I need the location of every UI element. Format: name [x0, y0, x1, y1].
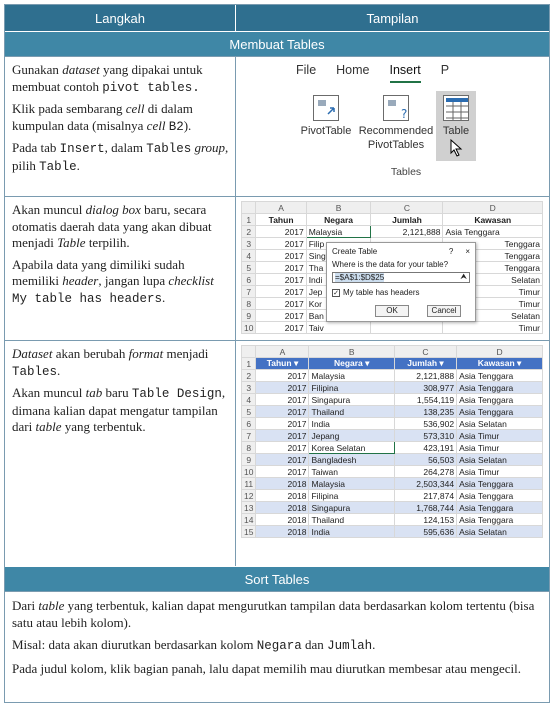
table-row: 7 2017 Jep Timur — [242, 286, 543, 298]
table-cell: Malaysia — [309, 478, 394, 490]
table-row — [242, 382, 543, 394]
table-cell: 1,768,744 — [394, 502, 456, 514]
create-table-screenshot — [236, 197, 549, 340]
tab-insert[interactable]: Insert — [390, 63, 421, 83]
table-cell: Asia Timur — [457, 466, 543, 478]
table-row — [242, 430, 543, 442]
table-cell: 2017 — [256, 466, 309, 478]
step-row-3 — [5, 340, 549, 566]
spreadsheet-1: A B C D 1 Tahun Negara Jumlah Kawasan 2 2017 Malaysia 2,121,888 Asia Tenggara 3 2017 Filip Tenggara 4 2017 Sing Tenggara 5 2017 Tha Tenggara 6 2017 Indi Selatan 7 2017 Jep Timur 8 2017 Kor Timur 9 2017 Ban Selatan 10 2017 Taiv Timur — [241, 201, 543, 334]
table-cell: 423,191 — [394, 442, 456, 454]
table-cell: 2018 — [256, 490, 309, 502]
table-row — [242, 502, 543, 514]
table-cell: Singapura — [309, 502, 394, 514]
step-2-text: Akan muncul dialog box baru, secara otomatis daerah data yang akan dibuat menjadi Table terpilih. Apabila data yang dimiliki sudah memiliki header, jangan lupa checklist My table has headers. — [5, 197, 236, 340]
help-icon[interactable]: ? — [448, 247, 454, 256]
table-cell: Thailand — [309, 514, 394, 526]
row-number: 2 — [242, 370, 256, 382]
table-cell: 2017 — [256, 394, 309, 406]
table-cell: Filipina — [309, 382, 394, 394]
table-cell: 308,977 — [394, 382, 456, 394]
table-cell: 2017 — [256, 418, 309, 430]
table-cell: Asia Tenggara — [457, 490, 543, 502]
header-tampilan: Tampilan — [366, 10, 419, 26]
pivottable-button[interactable]: PivotTable — [296, 95, 356, 138]
dialog-title: Create Table — [332, 247, 378, 256]
table-cell: Filipina — [309, 490, 394, 502]
table-row: 6 2017 Indi Selatan — [242, 274, 543, 286]
table-cell: 2017 — [256, 406, 309, 418]
row-number: 11 — [242, 478, 256, 490]
table-cell: Thailand — [309, 406, 394, 418]
row-number: 9 — [242, 454, 256, 466]
table-row: 4 2017 Sing Tenggara — [242, 250, 543, 262]
table-cell: 595,636 — [394, 526, 456, 538]
table-row — [242, 466, 543, 478]
row-number: 4 — [242, 394, 256, 406]
ribbon-screenshot — [236, 57, 549, 196]
row-number: 15 — [242, 526, 256, 538]
table-cell: Singapura — [309, 394, 394, 406]
checkbox-checked-icon[interactable]: ✓ — [333, 289, 339, 297]
table-cell: 2,121,888 — [394, 370, 456, 382]
table-row — [242, 370, 543, 382]
table-cell: 124,153 — [394, 514, 456, 526]
table-cell: 2017 — [256, 382, 309, 394]
table-cell: 138,235 — [394, 406, 456, 418]
table-cell: 536,902 — [394, 418, 456, 430]
table-cell: Bangladesh — [309, 454, 394, 466]
recommended-pivottables-button[interactable]: ? Recommended PivotTables — [356, 95, 436, 152]
row-number: 12 — [242, 490, 256, 502]
table-cell: Malaysia — [309, 370, 394, 382]
header-langkah: Langkah — [5, 5, 236, 31]
table-row: 5 2017 Tha Tenggara — [242, 262, 543, 274]
row-number: 5 — [242, 406, 256, 418]
row-number: 7 — [242, 430, 256, 442]
column-header-tahun[interactable]: Tahun ▾ — [256, 358, 309, 370]
step-row-1 — [5, 56, 549, 196]
column-header-jumlah[interactable]: Jumlah ▾ — [394, 358, 456, 370]
section-sort-tables: Sort Tables — [5, 566, 549, 591]
table-cell: Asia Tenggara — [457, 370, 543, 382]
tab-page[interactable]: P — [440, 63, 450, 77]
table-cell: 2018 — [256, 478, 309, 490]
table-cell: Asia Tenggara — [457, 382, 543, 394]
create-table-dialog — [326, 242, 476, 322]
ok-button[interactable]: OK — [375, 305, 409, 317]
step-1-text: Gunakan dataset yang dipakai untuk membuat contoh pivot tables. Klik pada sembarang cell di dalam kumpulan data (misalnya cell B2). Pada tab Insert, dalam Tables group, pilih Table. — [5, 57, 236, 196]
tables-group-label: Tables — [390, 166, 422, 178]
table-row: 2 2017 Malaysia 2,121,888 Asia Tenggara — [242, 226, 543, 238]
pivottable-icon — [313, 95, 339, 121]
row-number: 8 — [242, 442, 256, 454]
recommended-pivottables-icon — [383, 95, 409, 121]
table-cell: 56,503 — [394, 454, 456, 466]
table-cell: 2017 — [256, 442, 309, 454]
column-header-kawasan[interactable]: Kawasan ▾ — [457, 358, 543, 370]
table-cell: Asia Selatan — [457, 418, 543, 430]
section-membuat-tables: Membuat Tables — [5, 31, 549, 56]
table-row — [242, 394, 543, 406]
table-row — [242, 526, 543, 538]
dialog-prompt: Where is the data for your table? — [332, 260, 449, 269]
table-row: 9 2017 Ban Selatan — [242, 310, 543, 322]
svg-text:?: ? — [401, 107, 408, 121]
table-cell: 2017 — [256, 430, 309, 442]
sort-text: Dari table yang terbentuk, kalian dapat mengurutkan tampilan data berdasarkan kolom tertentu (bisa satu atau lebih kolom). Misal: data akan diurutkan berdasarkan kolom Negara dan Jumlah. Pada judul kolom, klik bagian panah, lalu dapat memilih mau diurutkan membesar atau mengecil. — [5, 591, 549, 689]
table-cell: Asia Tenggara — [457, 406, 543, 418]
table-cell: 217,874 — [394, 490, 456, 502]
table-cell: Asia Selatan — [457, 454, 543, 466]
table-row: 3 2017 Filip Tenggara — [242, 238, 543, 250]
range-input[interactable]: =$A$1:$D$25 ⮝ — [332, 272, 470, 283]
row-number: 13 — [242, 502, 256, 514]
row-number: 3 — [242, 382, 256, 394]
table-cell: Korea Selatan — [309, 442, 394, 454]
table-icon — [443, 95, 469, 121]
close-icon[interactable]: × — [465, 247, 470, 256]
headers-checkbox[interactable]: ✓ My table has headers — [333, 288, 420, 297]
table-cell: 1,554,119 — [394, 394, 456, 406]
table-cell: Asia Selatan — [457, 526, 543, 538]
step-row-2 — [5, 196, 549, 340]
ribbon-tabs — [296, 63, 536, 83]
column-header-negara[interactable]: Negara ▾ — [309, 358, 394, 370]
formatted-table-screenshot — [236, 341, 549, 566]
table-button[interactable]: Table — [436, 91, 476, 161]
table-cell: 2017 — [256, 370, 309, 382]
table-cell: 2018 — [256, 526, 309, 538]
table-cell: Asia Timur — [457, 442, 543, 454]
table-cell: Asia Tenggara — [457, 514, 543, 526]
table-cell: India — [309, 526, 394, 538]
table-row — [242, 478, 543, 490]
cursor-icon — [450, 139, 464, 157]
table-cell: India — [309, 418, 394, 430]
spreadsheet-2: A B C D 1 Tahun ▾ Negara ▾ Jumlah ▾ Kawasan ▾ 2 2017 Malaysia 2,121,888 Asia Tenggara 3 2017 Filipina 308,977 Asia Tenggara 4 2017 Singapura 1,554,119 Asia Tenggara 5 2017 Thailand 138,235 Asia Tenggara 6 2017 India 536,902 Asia Selatan 7 2017 Jepang 573,310 Asia Timur 8 2017 Korea Selatan 423,191 Asia Timur 9 2017 Bangladesh 56,503 Asia Selatan 10 2017 Taiwan 264,278 Asia Timur 11 2018 Malaysia 2,503,344 Asia Tenggara 12 2018 Filipina 217,874 Asia Tenggara 13 2018 Singapura 1,768,744 Asia Tenggara 14 2018 Thailand 124,153 Asia Tenggara 15 2018 India 595,636 Asia Selatan — [241, 345, 543, 538]
table-cell: 2018 — [256, 514, 309, 526]
table-row — [242, 442, 543, 454]
table-row — [242, 514, 543, 526]
step-3-text: Dataset akan berubah format menjadi Tables. Akan muncul tab baru Table Design, dimana kalian dapat mengatur tampilan dari table yang terbentuk. — [5, 341, 236, 566]
table-row: 8 2017 Kor Timur — [242, 298, 543, 310]
excel-ribbon — [296, 63, 536, 187]
cancel-button[interactable]: Cancel — [427, 305, 461, 317]
table-cell: 573,310 — [394, 430, 456, 442]
table-cell: Asia Tenggara — [457, 478, 543, 490]
table-row — [242, 454, 543, 466]
table-cell: Taiwan — [309, 466, 394, 478]
table-cell: Asia Tenggara — [457, 502, 543, 514]
tab-file[interactable]: File — [296, 63, 317, 77]
collapse-dialog-icon[interactable]: ⮝ — [460, 272, 467, 281]
row-number: 6 — [242, 418, 256, 430]
table-cell: Asia Tenggara — [457, 394, 543, 406]
table-header — [5, 5, 549, 31]
row-number: 14 — [242, 514, 256, 526]
table-row: 10 2017 Taiv Timur — [242, 322, 543, 334]
table-cell: 2,503,344 — [394, 478, 456, 490]
table-cell: 2018 — [256, 502, 309, 514]
row-number: 10 — [242, 466, 256, 478]
table-cell: 264,278 — [394, 466, 456, 478]
tutorial-table — [4, 4, 550, 703]
table-cell: Jepang — [309, 430, 394, 442]
table-cell: Asia Timur — [457, 430, 543, 442]
table-row — [242, 490, 543, 502]
table-row — [242, 406, 543, 418]
table-cell: 2017 — [256, 454, 309, 466]
tab-home[interactable]: Home — [336, 63, 370, 77]
table-row — [242, 418, 543, 430]
